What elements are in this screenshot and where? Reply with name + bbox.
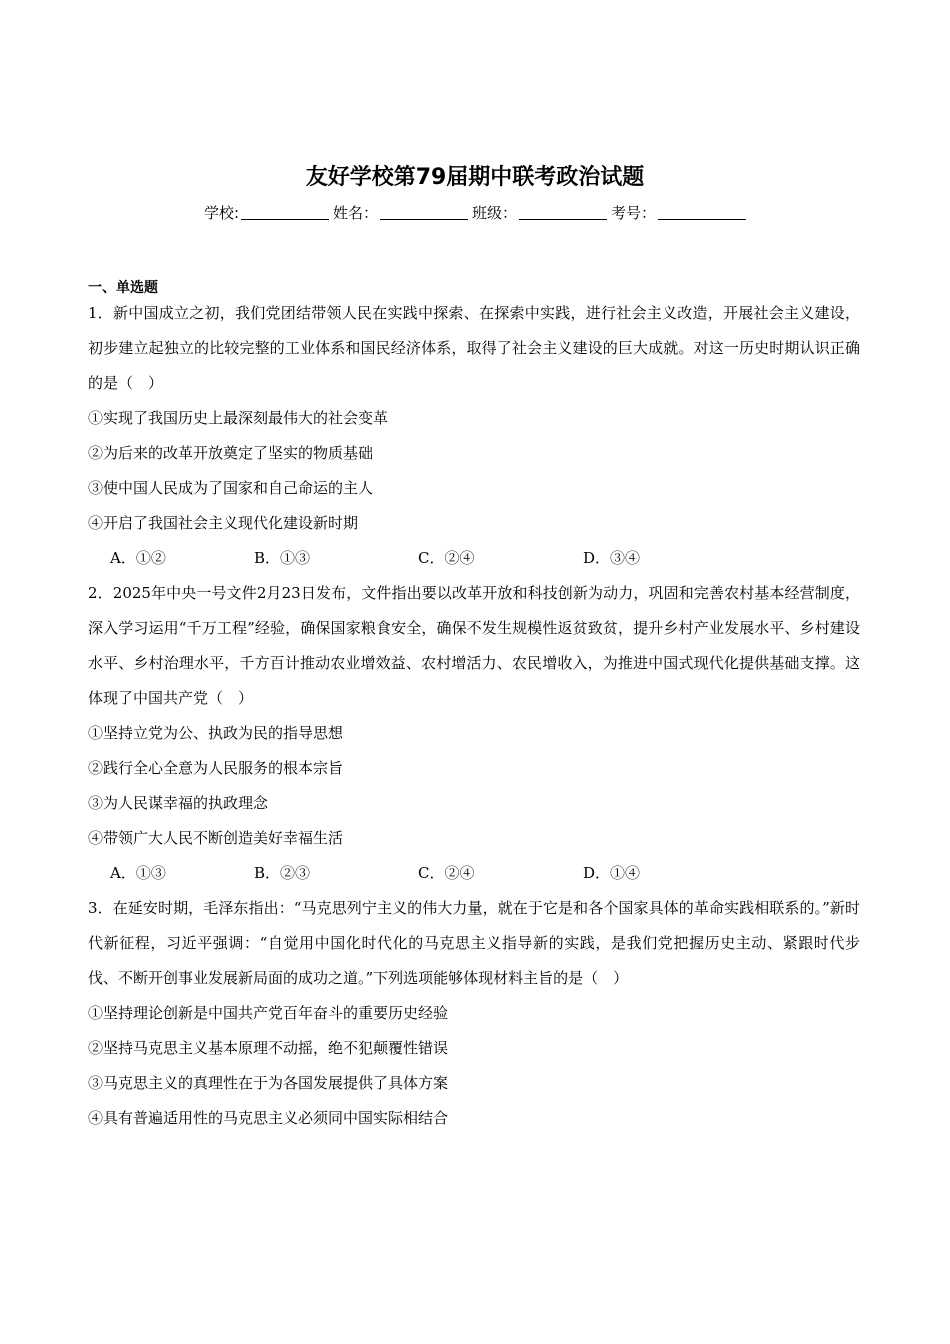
statement-option: ②坚持马克思主义基本原理不动摇，绝不犯颠覆性错误 bbox=[88, 1039, 449, 1057]
question-stem: 3．在延安时期，毛泽东指出：“马克思列宁主义的伟大力量，就在于它是和各个国家具体的革命实践相联系的。”新时代新征程，习近平强调：“自觉用中国化时代化的马克思主义指导新的实践，是我们党把握历史主动、紧跟时代步伐、不断开创事业发展新局面的成功之道。”下列选项能够体现材料主旨的是（ ） bbox=[88, 899, 860, 987]
answer-choice-b[interactable]: B．①③ bbox=[254, 549, 311, 567]
answer-choice-a[interactable]: A．①② bbox=[110, 549, 166, 567]
school-label: 学校: bbox=[203, 204, 239, 222]
answer-choice-d[interactable]: D．①④ bbox=[583, 864, 641, 882]
section-title: 一、单选题 bbox=[88, 280, 158, 296]
school-blank[interactable] bbox=[241, 219, 329, 220]
answer-choices bbox=[88, 856, 860, 891]
answer-choice-b[interactable]: B．②③ bbox=[254, 864, 311, 882]
statement-option: ①实现了我国历史上最深刻最伟大的社会变革 bbox=[88, 409, 389, 427]
answer-choices bbox=[88, 541, 860, 576]
name-label: 姓名： bbox=[333, 204, 379, 222]
statement-option: ③使中国人民成为了国家和自己命运的主人 bbox=[88, 479, 374, 497]
answer-choice-c[interactable]: C．②④ bbox=[418, 864, 475, 882]
statement-option: ③马克思主义的真理性在于为各国发展提供了具体方案 bbox=[88, 1074, 449, 1092]
statement-option: ①坚持立党为公、执政为民的指导思想 bbox=[88, 724, 344, 742]
answer-choice-a[interactable]: A．①③ bbox=[110, 864, 166, 882]
name-blank[interactable] bbox=[380, 219, 468, 220]
question-stem: 1．新中国成立之初，我们党团结带领人民在实践中探索、在探索中实践，进行社会主义改造，开展社会主义建设，初步建立起独立的比较完整的工业体系和国民经济体系，取得了社会主义建设的巨大成就。对这一历史时期认识正确的是（ ） bbox=[88, 304, 860, 392]
statement-option: ③为人民谋幸福的执政理念 bbox=[88, 794, 269, 812]
id-label: 考号： bbox=[611, 204, 657, 222]
page-title: 友好学校第79届期中联考政治试题 bbox=[305, 165, 645, 190]
class-label: 班级： bbox=[472, 204, 518, 222]
statement-option: ②践行全心全意为人民服务的根本宗旨 bbox=[88, 759, 344, 777]
question bbox=[88, 891, 860, 1136]
id-blank[interactable] bbox=[658, 219, 746, 220]
question bbox=[88, 296, 860, 576]
statement-option: ②为后来的改革开放奠定了坚实的物质基础 bbox=[88, 444, 374, 462]
statement-option: ①坚持理论创新是中国共产党百年奋斗的重要历史经验 bbox=[88, 1004, 449, 1022]
question bbox=[88, 576, 860, 891]
statement-option: ④开启了我国社会主义现代化建设新时期 bbox=[88, 514, 359, 532]
class-blank[interactable] bbox=[519, 219, 607, 220]
student-info-line bbox=[0, 202, 950, 223]
question-list bbox=[88, 296, 860, 1136]
statement-option: ④带领广大人民不断创造美好幸福生活 bbox=[88, 829, 344, 847]
question-stem: 2．2025年中央一号文件2月23日发布，文件指出要以改革开放和科技创新为动力，巩固和完善农村基本经营制度，深入学习运用“千万工程”经验，确保国家粮食安全，确保不发生规模性返贫致贫，提升乡村产业发展水平、乡村建设水平、乡村治理水平，千方百计推动农业增效益、农村增活力、农民增收入，为推进中国式现代化提供基础支撑。这体现了中国共产党（ ） bbox=[88, 584, 860, 707]
statement-option: ④具有普遍适用性的马克思主义必须同中国实际相结合 bbox=[88, 1109, 449, 1127]
answer-choice-c[interactable]: C．②④ bbox=[418, 549, 475, 567]
answer-choice-d[interactable]: D．③④ bbox=[583, 549, 641, 567]
